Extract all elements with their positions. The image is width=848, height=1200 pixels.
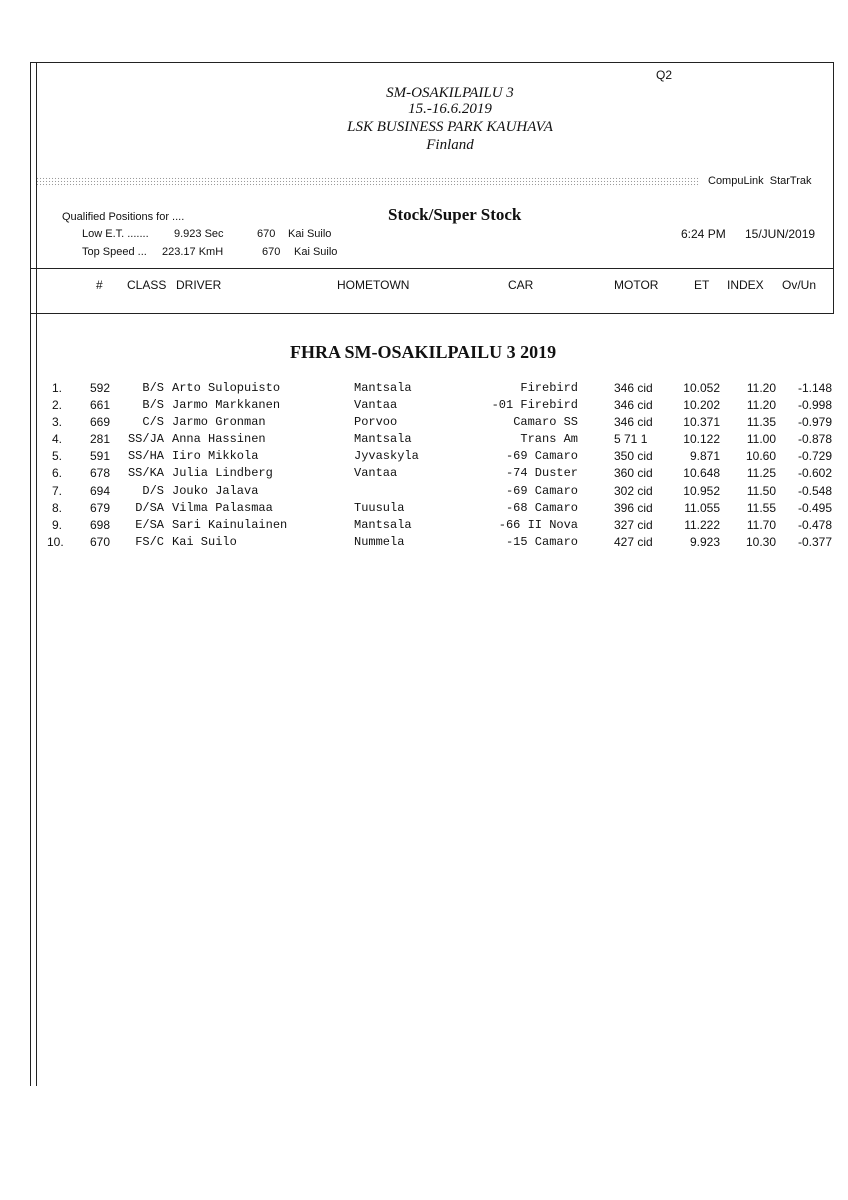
- motor: 350 cid: [614, 449, 653, 463]
- dotted-band: [36, 177, 700, 187]
- ov-un: -0.729: [797, 449, 832, 463]
- et: 10.202: [683, 398, 720, 412]
- event-venue: LSK BUSINESS PARK KAUHAVA: [347, 119, 553, 135]
- motor: 302 cid: [614, 484, 653, 498]
- driver: Kai Suilo: [172, 535, 237, 549]
- col-index: INDEX: [727, 278, 764, 292]
- driver: Sari Kainulainen: [172, 518, 288, 532]
- col-hometown: HOMETOWN: [337, 278, 410, 292]
- car: -74 Duster: [505, 466, 578, 480]
- car-number: 694: [89, 484, 110, 498]
- ov-un: -0.478: [797, 518, 832, 532]
- table-row: [0, 432, 848, 449]
- driver: Anna Hassinen: [172, 432, 266, 446]
- class: C/S: [142, 415, 164, 429]
- header-divider: [30, 313, 834, 314]
- car: Camaro SS: [513, 415, 578, 429]
- car: -66 II Nova: [498, 518, 578, 532]
- ov-un: -0.495: [797, 501, 832, 515]
- col-et: ET: [694, 278, 710, 292]
- driver: Jarmo Markkanen: [172, 398, 281, 412]
- class: SS/JA: [127, 432, 164, 446]
- car: -01 Firebird: [491, 398, 578, 412]
- motor: 346 cid: [614, 415, 653, 429]
- car: Trans Am: [520, 432, 578, 446]
- driver: Jarmo Gronman: [172, 415, 266, 429]
- pos: 1.: [52, 381, 63, 395]
- class-title: Stock/Super Stock: [388, 205, 522, 224]
- ov-un: -0.998: [797, 398, 832, 412]
- car-number: 661: [89, 398, 110, 412]
- driver: Vilma Palasmaa: [172, 501, 273, 515]
- info-divider: [30, 268, 834, 269]
- driver: Julia Lindberg: [172, 466, 273, 480]
- motor: 327 cid: [614, 518, 653, 532]
- col-class: CLASS: [127, 278, 167, 292]
- hometown: Mantsala: [354, 518, 412, 532]
- table-row: [0, 484, 848, 501]
- hometown: Jyvaskyla: [354, 449, 419, 463]
- index: 11.20: [746, 398, 776, 412]
- qualified-label: Qualified Positions for ....: [62, 211, 185, 223]
- frame-left-inner: [36, 62, 37, 1086]
- pos: 2.: [52, 398, 63, 412]
- et: 10.648: [683, 466, 720, 480]
- car: -68 Camaro: [505, 501, 578, 515]
- hometown: Mantsala: [354, 381, 412, 395]
- car-number: 678: [89, 466, 110, 480]
- index: 11.35: [746, 415, 776, 429]
- pos: 4.: [52, 432, 63, 446]
- motor: 360 cid: [614, 466, 653, 480]
- class: D/S: [142, 484, 164, 498]
- car-number: 679: [89, 501, 110, 515]
- car-number: 670: [89, 535, 110, 549]
- driver: Jouko Jalava: [172, 484, 259, 498]
- index: 11.55: [746, 501, 776, 515]
- pos: 7.: [52, 484, 63, 498]
- pos: 8.: [52, 501, 63, 515]
- class: SS/KA: [127, 466, 164, 480]
- low-et-label: Low E.T. .......: [82, 228, 149, 240]
- pos: 9.: [52, 518, 63, 532]
- index: 11.25: [746, 466, 776, 480]
- et: 11.222: [684, 518, 720, 532]
- et: 11.055: [684, 501, 720, 515]
- table-row: [0, 381, 848, 398]
- et: 9.923: [689, 535, 720, 549]
- table-row: [0, 466, 848, 483]
- hometown: Nummela: [354, 535, 405, 549]
- et: 10.052: [683, 381, 720, 395]
- driver: Iiro Mikkola: [172, 449, 259, 463]
- event-dates: 15.-16.6.2019: [408, 101, 492, 117]
- frame-right: [833, 62, 834, 314]
- table-row: [0, 501, 848, 518]
- index: 11.70: [746, 518, 776, 532]
- et: 10.952: [683, 484, 720, 498]
- pos: 10.: [47, 535, 64, 549]
- hometown: Vantaa: [354, 398, 398, 412]
- low-et-driver: Kai Suilo: [288, 228, 332, 240]
- motor: 5 71 1: [614, 432, 648, 446]
- col-motor: MOTOR: [614, 278, 659, 292]
- col-driver: DRIVER: [176, 278, 222, 292]
- car: -69 Camaro: [505, 484, 578, 498]
- low-et-value: 9.923 Sec: [174, 228, 224, 240]
- index: 11.00: [746, 432, 776, 446]
- table-row: [0, 535, 848, 552]
- car: -15 Camaro: [505, 535, 578, 549]
- ov-un: -0.979: [797, 415, 832, 429]
- ov-un: -0.377: [797, 535, 832, 549]
- class: SS/HA: [127, 449, 164, 463]
- motor: 346 cid: [614, 381, 653, 395]
- index: 11.20: [746, 381, 776, 395]
- top-speed-value: 223.17 KmH: [162, 246, 224, 258]
- et: 10.371: [683, 415, 720, 429]
- frame-top: [30, 62, 834, 63]
- hometown: Tuusula: [354, 501, 405, 515]
- ov-un: -0.602: [797, 466, 832, 480]
- car-number: 281: [89, 432, 110, 446]
- class: FS/C: [135, 535, 164, 549]
- car: Firebird: [520, 381, 578, 395]
- motor: 427 cid: [614, 535, 653, 549]
- table-row: [0, 449, 848, 466]
- frame-left-outer: [30, 62, 31, 1086]
- car-number: 592: [89, 381, 110, 395]
- car-number: 591: [89, 449, 110, 463]
- report-date: 15/JUN/2019: [745, 227, 816, 241]
- table-row: [0, 398, 848, 415]
- pos: 6.: [52, 466, 63, 480]
- et: 10.122: [683, 432, 720, 446]
- section-title: FHRA SM-OSAKILPAILU 3 2019: [290, 342, 557, 362]
- class: B/S: [142, 398, 164, 412]
- report-time: 6:24 PM: [681, 227, 726, 241]
- hometown: Vantaa: [354, 466, 398, 480]
- index: 10.60: [745, 449, 776, 463]
- class: D/SA: [135, 501, 164, 515]
- top-speed-car: 670: [262, 246, 281, 258]
- car-number: 698: [89, 518, 110, 532]
- low-et-car: 670: [257, 228, 276, 240]
- class: E/SA: [135, 518, 164, 532]
- software-label: CompuLink StarTrak: [708, 175, 812, 187]
- top-speed-label: Top Speed ...: [82, 246, 147, 258]
- ov-un: -0.878: [797, 432, 832, 446]
- event-country: Finland: [426, 137, 474, 153]
- pos: 5.: [52, 449, 63, 463]
- page-code: Q2: [656, 68, 673, 82]
- motor: 346 cid: [614, 398, 653, 412]
- col-car: CAR: [508, 278, 534, 292]
- ov-un: -0.548: [797, 484, 832, 498]
- ov-un: -1.148: [797, 381, 832, 395]
- col-num: #: [96, 278, 103, 292]
- hometown: Porvoo: [354, 415, 398, 429]
- index: 11.50: [746, 484, 776, 498]
- table-row: [0, 518, 848, 535]
- et: 9.871: [689, 449, 720, 463]
- car-number: 669: [89, 415, 110, 429]
- col-ovun: Ov/Un: [782, 278, 817, 292]
- top-speed-driver: Kai Suilo: [294, 246, 338, 258]
- motor: 396 cid: [614, 501, 653, 515]
- driver: Arto Sulopuisto: [172, 381, 281, 395]
- hometown: Mantsala: [354, 432, 412, 446]
- table-row: [0, 415, 848, 432]
- car: -69 Camaro: [505, 449, 578, 463]
- class: B/S: [142, 381, 164, 395]
- pos: 3.: [52, 415, 63, 429]
- event-title: SM-OSAKILPAILU 3: [386, 85, 514, 101]
- index: 10.30: [745, 535, 776, 549]
